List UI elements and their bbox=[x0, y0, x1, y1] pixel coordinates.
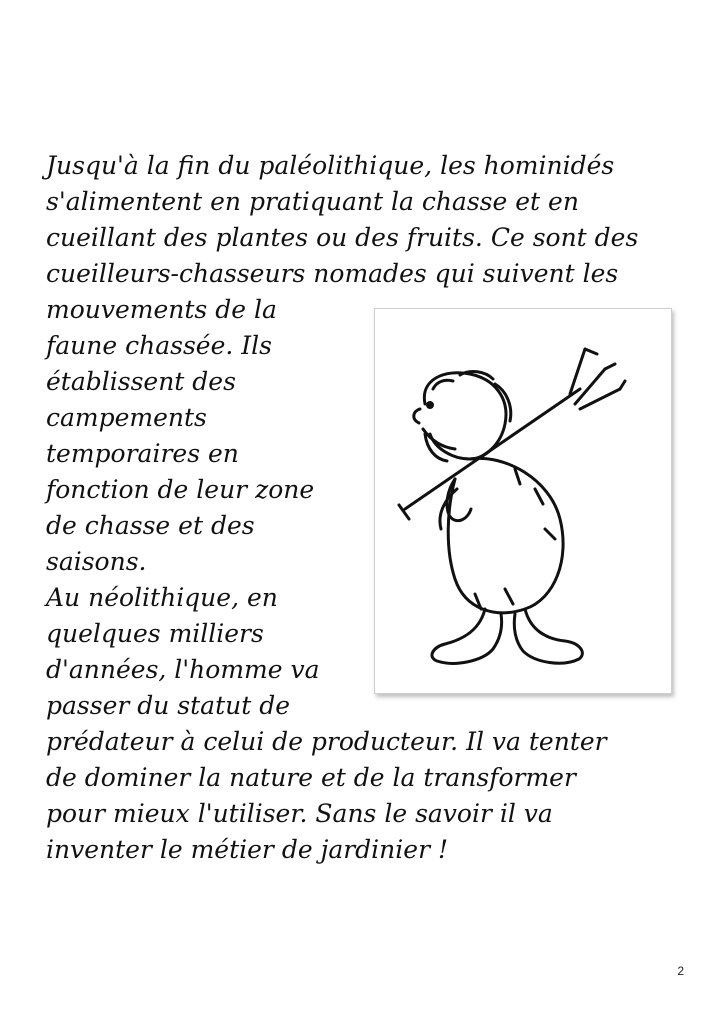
text-line: de dominer la nature et de la transformer bbox=[46, 763, 576, 792]
text-line: cueilleurs-chasseurs nomades qui suivent les bbox=[46, 259, 619, 288]
text-line: inventer le métier de jardinier ! bbox=[46, 835, 449, 864]
text-line: prédateur à celui de producteur. Il va tenter bbox=[46, 727, 607, 756]
text-line: Jusqu'à la fin du paléolithique, les hominidés bbox=[46, 151, 615, 180]
text-line: mouvements de la bbox=[46, 295, 277, 324]
text-line: fonction de leur zone bbox=[46, 475, 315, 504]
page-number: 2 bbox=[677, 964, 684, 978]
caveman-illustration bbox=[374, 308, 672, 694]
text-line: passer du statut de bbox=[46, 691, 291, 720]
text-line: saisons. bbox=[46, 547, 147, 576]
text-line: établissent des bbox=[46, 367, 236, 396]
text-line: cueillant des plantes ou des fruits. Ce sont des bbox=[46, 223, 639, 252]
text-line: Au néolithique, en bbox=[46, 583, 278, 612]
caveman-with-pitchfork-drawing-icon bbox=[375, 309, 671, 693]
text-line: campements bbox=[46, 403, 207, 432]
text-line: de chasse et des bbox=[46, 511, 255, 540]
text-line: temporaires en bbox=[46, 439, 239, 468]
text-line: pour mieux l'utiliser. Sans le savoir il va bbox=[46, 799, 553, 828]
text-line: s'alimentent en pratiquant la chasse et en bbox=[46, 187, 579, 216]
text-line: quelques milliers bbox=[46, 619, 264, 648]
text-line: d'années, l'homme va bbox=[46, 655, 320, 684]
text-line: faune chassée. Ils bbox=[46, 331, 272, 360]
